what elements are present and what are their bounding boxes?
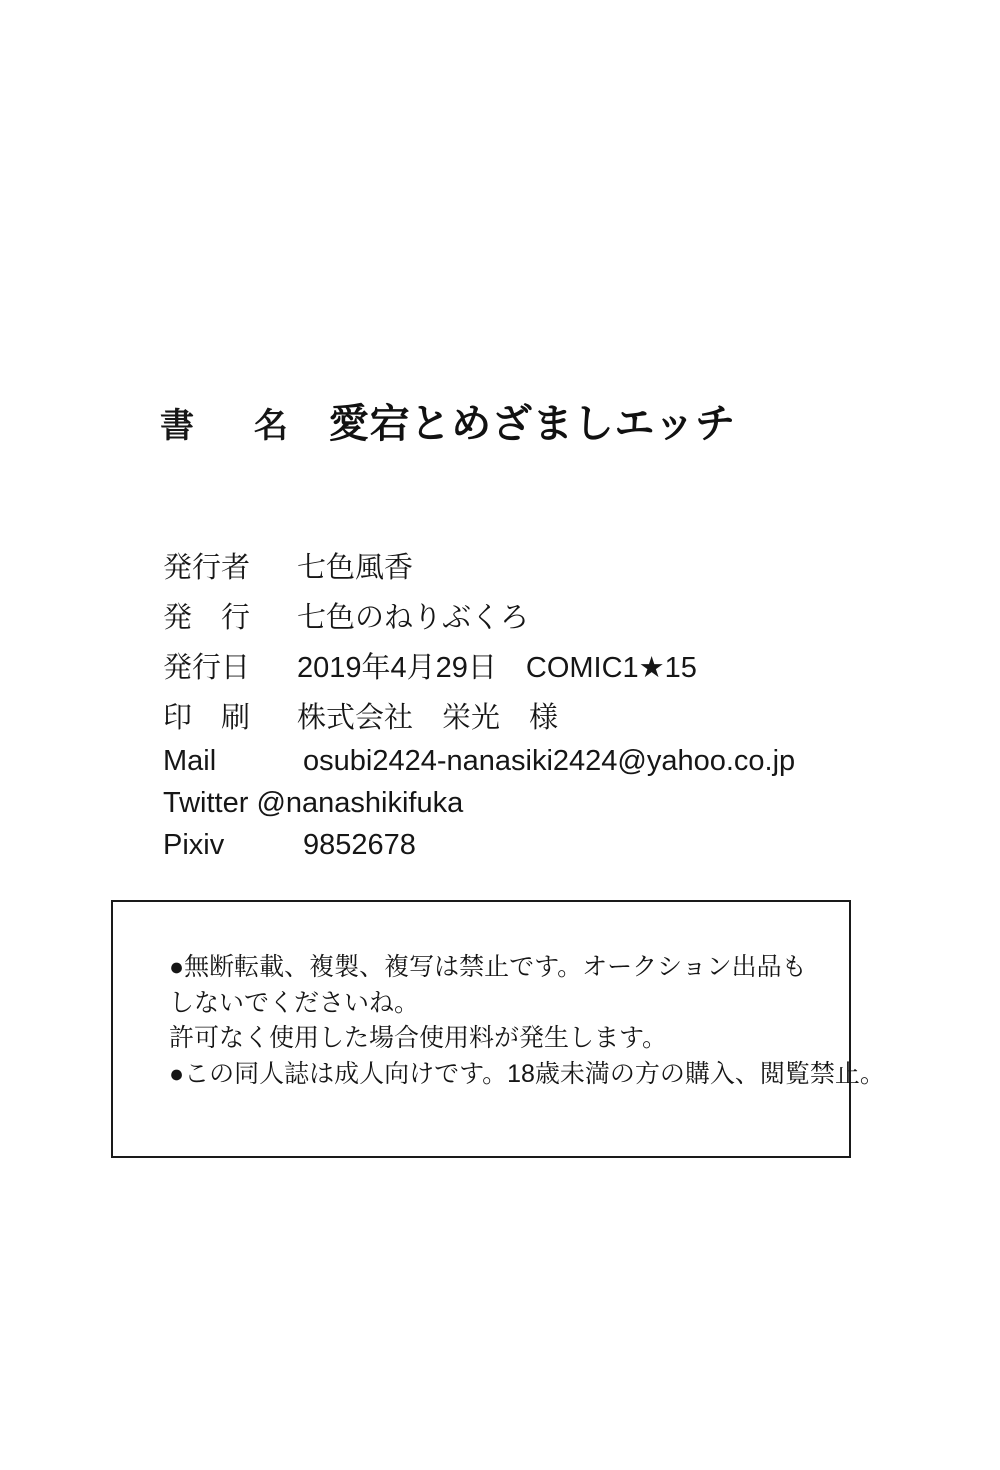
colophon-row — [163, 695, 923, 736]
publisher-value: 七色風香 — [297, 552, 414, 584]
pixiv-value: 9852678 — [303, 829, 416, 861]
printer-label: 印 刷 — [163, 702, 251, 734]
circle-label: 発 行 — [163, 602, 251, 634]
notice-line: 許可なく使用した場合使用料が発生します。 — [169, 1024, 668, 1052]
colophon-details — [163, 545, 923, 871]
circle-value: 七色のねりぶくろ — [297, 602, 530, 634]
notice-line: しないでくださいね。 — [169, 988, 420, 1017]
notice-line: ●無断転載、複製、複写は禁止です。オークション出品も — [169, 953, 807, 981]
printer-value: 株式会社 栄光 様 — [297, 702, 559, 734]
notice-text — [169, 950, 885, 1092]
book-title-row — [160, 392, 736, 449]
colophon-row — [163, 745, 923, 778]
twitter-handle: Twitter @nanashikifuka — [163, 787, 464, 819]
colophon-row — [163, 787, 923, 820]
colophon-row — [163, 645, 923, 686]
publish-date-label: 発行日 — [163, 652, 251, 684]
mail-label: Mail — [163, 745, 217, 777]
notice-line: ●この同人誌は成人向けです。18歳未満の方の購入、閲覧禁止。 — [169, 1059, 885, 1088]
publisher-label: 発行者 — [163, 552, 251, 584]
mail-value: osubi2424-nanasiki2424@yahoo.co.jp — [303, 745, 796, 777]
book-title-value: 愛宕とめざましエッチ — [328, 402, 736, 446]
colophon-row — [163, 595, 923, 636]
publish-date-value: 2019年4月29日 COMIC1★15 — [297, 652, 697, 684]
colophon-row — [163, 829, 923, 862]
colophon-row — [163, 545, 923, 586]
notice-box — [111, 900, 885, 1158]
book-title-label: 書 名 — [160, 407, 301, 445]
pixiv-label: Pixiv — [163, 829, 225, 861]
